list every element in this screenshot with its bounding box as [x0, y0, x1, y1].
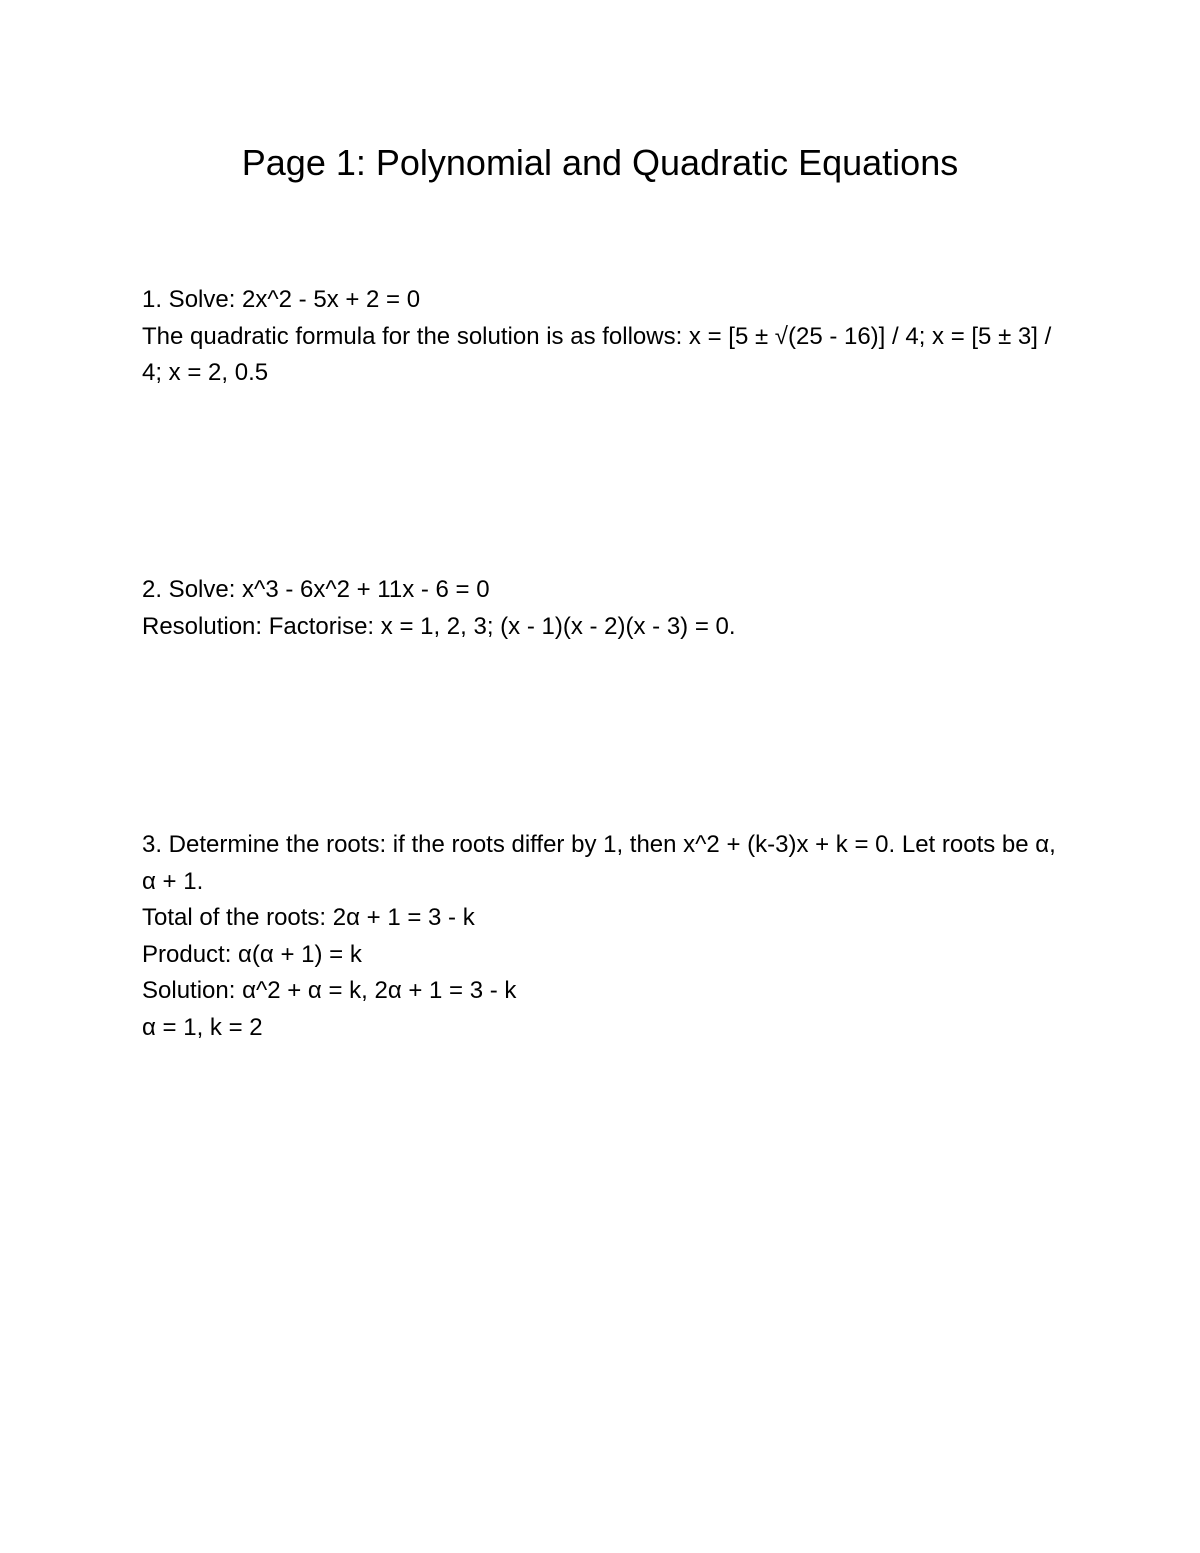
question-1-prompt: 1. Solve: 2x^2 - 5x + 2 = 0	[142, 286, 421, 313]
question-3-answer: α = 1, k = 2	[142, 1013, 263, 1041]
question-2	[142, 572, 1072, 645]
question-2-prompt: 2. Solve: x^3 - 6x^2 + 11x - 6 = 0	[142, 576, 490, 603]
question-3-sum-of-roots: Total of the roots: 2α + 1 = 3 - k	[142, 904, 475, 931]
question-3-solution: Solution: α^2 + α = k, 2α + 1 = 3 - k	[142, 977, 517, 1004]
question-3	[142, 827, 1072, 1046]
page-title: Page 1: Polynomial and Quadratic Equations	[241, 142, 959, 183]
question-3-product-of-roots: Product: α(α + 1) = k	[142, 940, 362, 968]
question-1-solution: The quadratic formula for the solution is as follows: x = [5 ± √(25 - 16)] / 4; x = [5 ± 3] / 4; x = 2, 0.5	[142, 322, 1052, 386]
question-3-prompt: 3. Determine the roots: if the roots differ by 1, then x^2 + (k-3)x + k = 0. Let roots be α, α + 1.	[142, 831, 1056, 895]
question-2-solution: Resolution: Factorise: x = 1, 2, 3; (x - 1)(x - 2)(x - 3) = 0.	[142, 612, 736, 640]
question-1	[142, 282, 1072, 392]
